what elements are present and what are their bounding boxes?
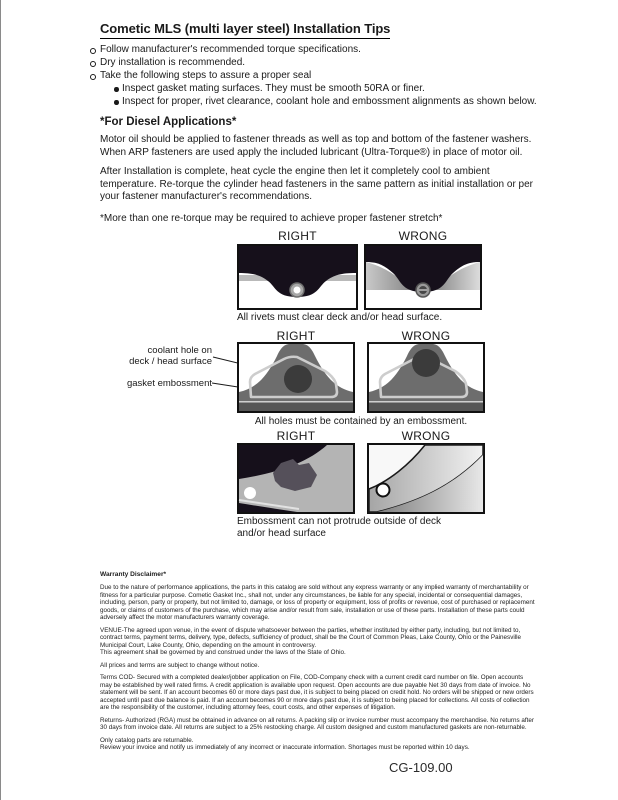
row3-wrong-label: WRONG xyxy=(401,429,451,443)
title-wrap xyxy=(100,20,390,39)
tip-item: Dry installation is recommended. xyxy=(90,57,560,70)
row2-wrong-diagram xyxy=(367,342,485,413)
row3-caption-line1: Embossment can not protrude outside of deck xyxy=(237,516,442,527)
diesel-heading: *For Diesel Applications* xyxy=(100,116,237,128)
coolant-hole-callout-line1: coolant hole on xyxy=(147,345,212,356)
row2-right-diagram xyxy=(237,342,355,413)
disclaimer-only-para: Only catalog parts are returnable. xyxy=(100,736,194,744)
page-edge-line xyxy=(0,0,1,800)
disclaimer-warranty-para: Due to the nature of performance applications, the parts in this catalog are sold without any express warranty or any implied warranty of merchantability or fitness for a particular purpose. Cometic Gasket Inc., shall not, under any circumstances, be liable for any special, incidental or consequential damages, including, person, party or property, but not limited to, damage, or loss of property or equipment, loss of profits or revenue, cost of purchased or replacement goods, or claims of customers of the purchase, which may arise and/or result from sale, installation or use of these parts. Installation of these parts could adversely affect the motor manufacturers warranty coverage. xyxy=(100,584,535,621)
warranty-disclaimer xyxy=(100,571,536,757)
row1-wrong-label: WRONG xyxy=(398,229,448,243)
diesel-para-1: Motor oil should be applied to fastener threads as well as top and bottom of the fastener washers. When ARP fasteners are used apply the included lubricant (Ultra-Torque®) in place of motor oil. xyxy=(100,134,532,158)
row2-wrong-label: WRONG xyxy=(401,329,451,343)
tip-item: Follow manufacturer's recommended torque specifications. xyxy=(90,44,560,57)
disclaimer-heading: Warranty Disclaimer* xyxy=(100,571,167,578)
row2-caption: All holes must be contained by an embossment. xyxy=(254,416,468,427)
row2-right-label: RIGHT xyxy=(276,329,316,343)
diesel-para-2: After Installation is complete, heat cycle the engine then let it completely cool to ambient temperature. Re-torque the cylinder head fasteners in the same pattern as initial installation or per your fastener manufacturer's recommendations. xyxy=(100,166,534,202)
row1-wrong-diagram xyxy=(364,244,482,310)
disclaimer-returns-para: Returns- Authorized (RGA) must be obtained in advance on all returns. A packing slip or invoice number must accompany the merchandise. No returns after 30 days from invoice date. All returns are subject to a 25% restocking charge. All custom designed and custom manufactured gaskets are non-returnable. xyxy=(100,716,535,731)
page-title: Cometic MLS (multi layer steel) Installation Tips xyxy=(100,21,390,39)
row3-caption xyxy=(237,516,487,540)
row3-right-label: RIGHT xyxy=(276,429,316,443)
coolant-hole-callout-line2: deck / head surface xyxy=(129,356,212,367)
row1-caption: All rivets must clear deck and/or head surface. xyxy=(237,312,443,323)
diesel-section xyxy=(100,116,538,225)
tip-sub-item: Inspect for proper, rivet clearance, coolant hole and embossment alignments as shown below. xyxy=(114,96,560,109)
disclaimer-review-para: Review your invoice and notify us immediately of any incorrect or inaccurate information. Shortages must be reported within 10 days. xyxy=(100,744,470,751)
disclaimer-governed-para: This agreement shall be governed by and construed under the laws of the State of Ohio. xyxy=(100,649,346,656)
gasket-embossment-callout: gasket embossment xyxy=(126,378,212,389)
disclaimer-prices-para: All prices and terms are subject to change without notice. xyxy=(100,661,260,669)
row1-right-diagram xyxy=(237,244,358,310)
tip-item: Take the following steps to assure a proper seal xyxy=(90,70,560,83)
disclaimer-venue-para: VENUE-The agreed upon venue, in the event of dispute whatsoever between the parties, whether instituted by either party, including, but not limited to, contract terms, payment terms, delivery, type, defects, sufficiency of product, shall be the Court of Common Pleas, Lake County, Ohio or the Painesville Municipal Court, Lake County, Ohio, depending on the amount in controversy. xyxy=(100,626,522,649)
row3-caption-line2: and/or head surface xyxy=(237,528,326,539)
row3-wrong-diagram xyxy=(367,443,485,514)
row3-right-diagram xyxy=(237,443,355,514)
disclaimer-terms-para: Terms COD- Secured with a completed dealer/jobber application on File, COD-Company check with a current credit card number on file. Open accounts may be established by well rated firms. A credit application is available upon request. Open accounts are due payable Net 30 days from date of invoice. No statement will be sent. If an account becomes 60 or more days past due, it is subject to being placed on credit hold. No orders will be shipped or new orders accepted until past due balance is paid. If an account becomes 90 or more days past due, it is subject to being placed for collections. All costs of collection are the responsibility of the customer, including attorney fees, court costs, and other expenses of litigation. xyxy=(100,674,534,711)
row1-right-label: RIGHT xyxy=(278,229,317,243)
tips-list xyxy=(90,44,560,109)
coolant-hole-callout xyxy=(116,345,212,367)
retorque-note: *More than one re-torque may be required to achieve proper fastener stretch* xyxy=(100,212,443,224)
tip-sub-item: Inspect gasket mating surfaces. They must be smooth 50RA or finer. xyxy=(114,83,560,96)
doc-number: CG-109.00 xyxy=(389,760,453,775)
